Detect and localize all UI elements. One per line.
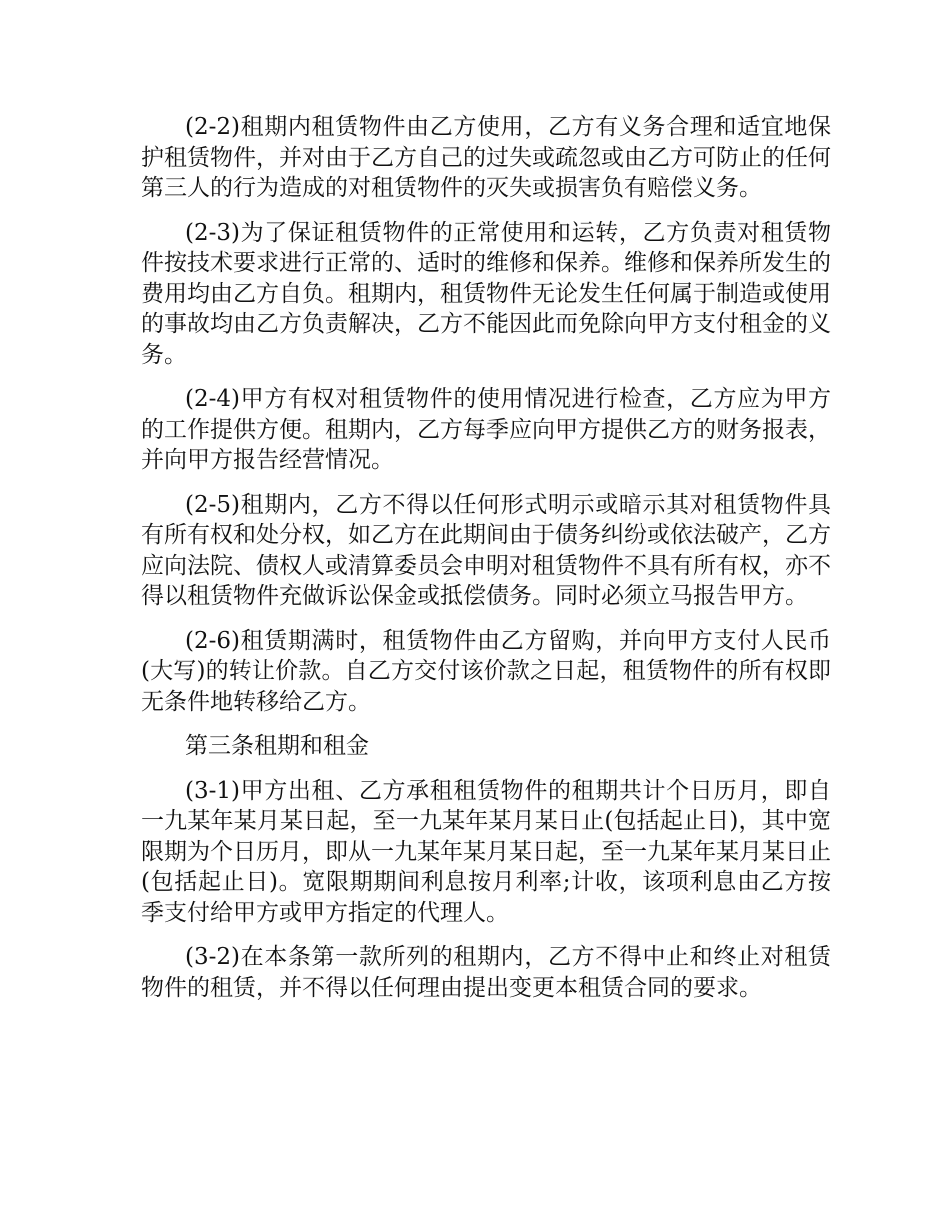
document-page	[141, 112, 831, 1017]
paragraph-2-5: (2-5)租期内，乙方不得以任何形式明示或暗示其对租赁物件具有所有权和处分权，如乙方在此期间由于债务纠纷或依法破产，乙方应向法院、债权人或清算委员会申明对租赁物件不具有所有权，亦不得以租赁物件充做诉讼保金或抵偿债务。同时必须立马报告甲方。	[141, 491, 831, 609]
section-heading-article-3: 第三条租期和租金	[185, 733, 369, 759]
paragraph-2-3: (2-3)为了保证租赁物件的正常使用和运转，乙方负责对租赁物件按技术要求进行正常的、适时的维修和保养。维修和保养所发生的费用均由乙方自负。租期内，租赁物件无论发生任何属于制造或使用的事故均由乙方负责解决，乙方不能因此而免除向甲方支付租金的义务。	[141, 219, 831, 368]
paragraph-3-2: (3-2)在本条第一款所列的租期内，乙方不得中止和终止对租赁物件的租赁，并不得以任何理由提出变更本租赁合同的要求。	[141, 944, 831, 1001]
paragraph-2-2: (2-2)租期内租赁物件由乙方使用，乙方有义务合理和适宜地保护租赁物件，并对由于乙方自己的过失或疏忽或由乙方可防止的任何第三人的行为造成的对租赁物件的灭失或损害负有赔偿义务。	[141, 114, 831, 201]
paragraph-2-4: (2-4)甲方有权对租赁物件的使用情况进行检查，乙方应为甲方的工作提供方便。租期内，乙方每季应向甲方提供乙方的财务报表，并向甲方报告经营情况。	[141, 386, 831, 473]
paragraph-2-6: (2-6)租赁期满时，租赁物件由乙方留购，并向甲方支付人民币(大写)的转让价款。自乙方交付该价款之日起，租赁物件的所有权即无条件地转移给乙方。	[141, 627, 831, 715]
paragraph-3-1: (3-1)甲方出租、乙方承租租赁物件的租期共计个日历月，即自一九某年某月某日起，至一九某年某月某日止(包括起止日)，其中宽限期为个日历月，即从一九某年某月某日起，至一九某年某月某日止(包括起止日)。宽限期期间利息按月利率;计收，该项利息由乙方按季支付给甲方或甲方指定的代理人。	[141, 777, 831, 926]
